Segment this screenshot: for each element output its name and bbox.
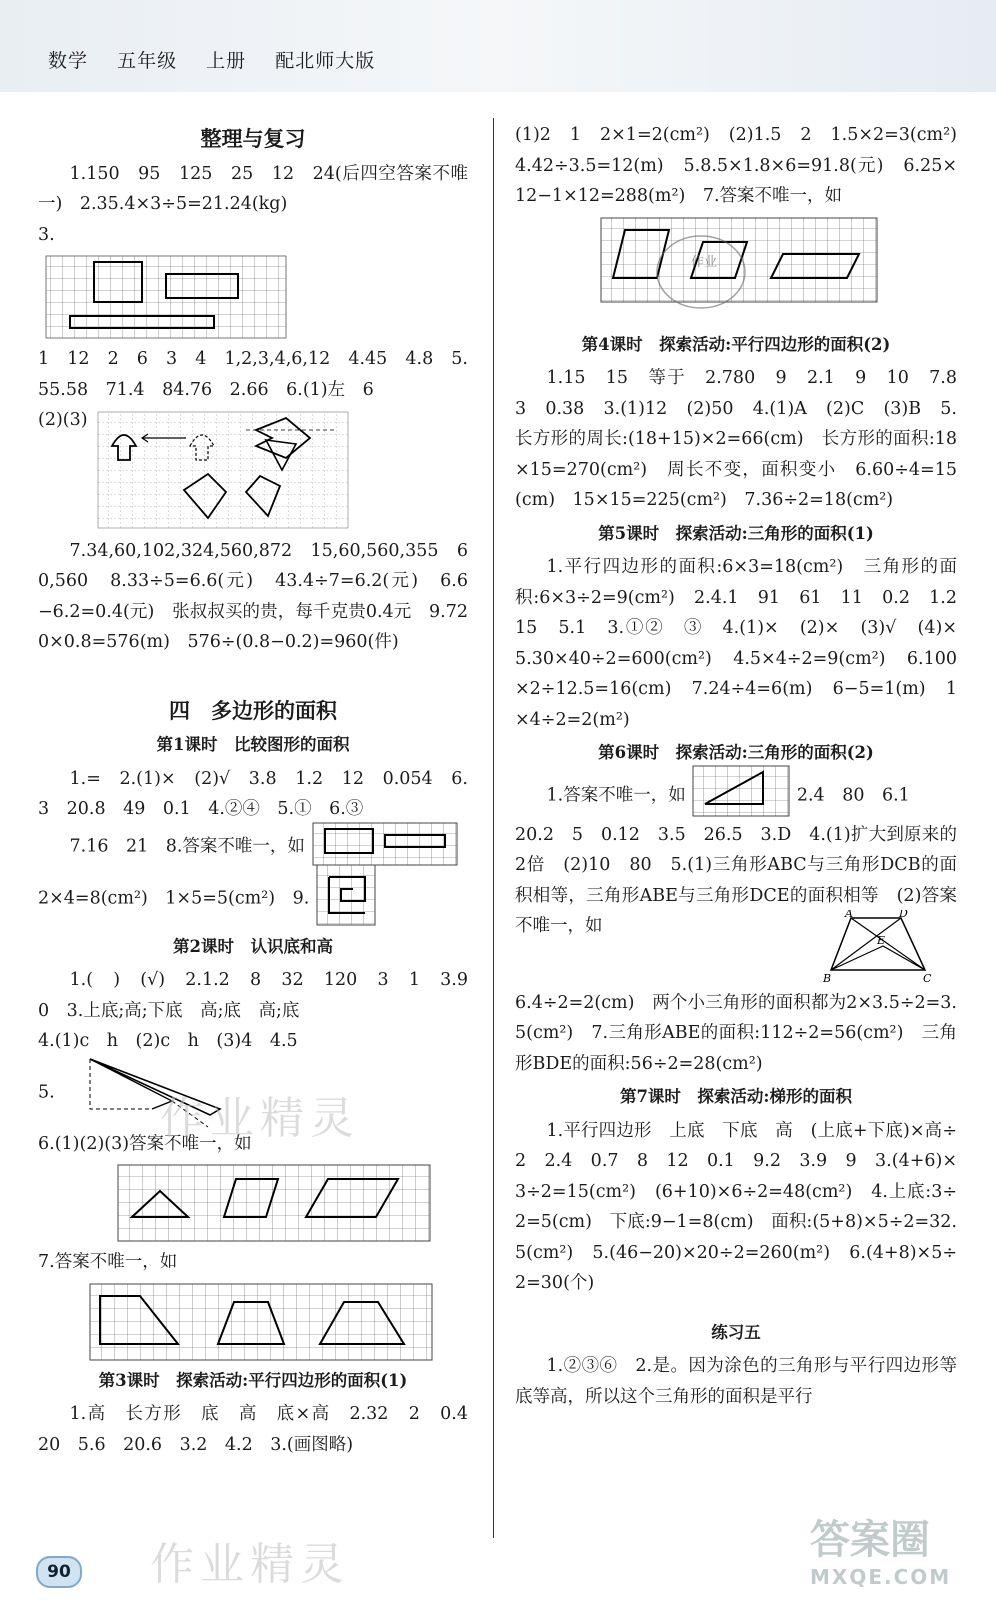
logo-top: 答案圈 [810,1517,930,1563]
q6-label: (2)(3) [38,410,88,430]
label-a: A [845,909,853,920]
site-logo [810,1508,980,1588]
watermark-bottom: 作业精灵 [150,1539,350,1590]
lesson-1-answers-2 [38,825,468,869]
review-answers-2: 1 12 2 6 3 4 1,2,3,4,6,12 4.45 4.8 5.55.58 71.4 84.76 2.66 6.(1)左 6 [38,349,468,400]
watermark-top: 作业精灵 [160,1093,360,1144]
lesson-3-title: 第3课时 探索活动:平行四边形的面积(1) [98,1370,408,1390]
review-q6 [38,405,468,532]
rectangles-grid-figure [38,254,288,340]
label-e: E [877,933,886,947]
subject: 数学 [48,50,89,72]
exercise-5-title: 练习五 [711,1322,761,1342]
parallelogram-grid-figure [599,216,879,326]
lesson-1-q7: 7.16 21 8.答案不唯一，如 [69,836,305,856]
lesson-5-title: 第5课时 探索活动:三角形的面积(1) [598,523,874,543]
left-column [38,120,486,1460]
triangle-grid-figure [691,764,791,820]
review-answers-3: 7.34,60,102,324,560,872 15,60,560,355 60,560 8.33÷5=6.6(元) 43.4÷7=6.2(元) 6.6−6.2=0.4(元) 张叔叔买的贵，每千克贵0.4元 9.720×0.8=576(m) 576÷(0.8−0.2)=960(件) [38,540,468,652]
review-answers-1: 1.150 95 125 25 12 24(后四空答案不唯一) 2.35.4×3÷5=21.24(kg) [38,163,468,214]
l1-q9-figure [315,863,377,929]
lesson-4-answers: 1.15 15 等于 2.780 9 2.1 9 10 7.8 3 0.38 3.(1)12 (2)50 4.(1)A (2)C (3)B 5.长方形的周长:(18+15)×2=66(cm) 长方形的面积:18×15=270(cm²) 周长不变，面积变小 6.60÷4=15(cm) 15×15=225(cm²) 7.36÷2=18(cm²) [515,368,975,510]
column-divider [493,118,494,1538]
lesson-6-q1-text: 1.答案不唯一，如 [546,785,686,805]
transform-grid-figure [96,410,366,532]
lesson-3-answers-cont: (1)2 1 2×1=2(cm²) (2)1.5 2 1.5×2=3(cm²) 4.42÷3.5=12(m) 5.8.5×1.8×6=91.8(元) 6.25×12−1×12=288(m²) 7.答案不唯一，如 [515,125,975,206]
lesson-1-answers: 1.= 2.(1)× (2)√ 3.8 1.2 12 0.054 6.3 20.8 49 0.1 4.②④ 5.① 6.③ [38,768,468,819]
edition: 配北师大版 [275,50,376,72]
lesson-6-answers: 20.2 5 0.12 3.5 26.5 3.D 4.(1)扩大到原来的2倍 (2)10 80 5.(1)三角形ABC与三角形DCB的面积相等，三角形ABE与三角形DCE的面积相等 (2)答案不唯一，如 [515,824,957,936]
review-q3 [38,220,468,341]
base-height-grid-1 [116,1163,436,1243]
lesson-4-title: 第4课时 探索活动:平行四边形的面积(2) [581,334,891,354]
lesson-6-q2-text: 2.4 80 6.1 [796,785,910,805]
lesson-2-answers-2: 4.(1)c h (2)c h (3)4 4.5 [38,1031,298,1051]
book-title [48,46,397,73]
lesson-6-title: 第6课时 探索活动:三角形的面积(2) [598,743,874,762]
trapezoid-abcd-figure [823,910,933,984]
base-height-grid-2 [88,1282,438,1362]
label-b: B [823,971,832,984]
label-d: D [899,909,908,920]
q3-label: 3. [38,224,55,245]
stamp-text: 作业 [691,254,718,270]
grade: 五年级 [117,50,178,72]
section-title-review: 整理与复习 [200,126,306,151]
lesson-7-answers: 1.平行四边形 上底 下底 高 (上底+下底)×高÷2 2.4 0.7 8 12 0.1 9.2 3.9 9 3.(4+6)×3÷2=15(cm²) (6+10)×6÷2=48(cm²) 4.上底:3÷2=5(cm) 下底:9−1=8(cm) 面积:(5+8)×5÷2=32.5(cm²) 5.(46−20)×20÷2=260(m²) 6.(4+8)×5÷2=30(个) [515,1120,957,1293]
lesson-2-q7: 7.答案不唯一，如 [38,1252,178,1272]
page-header [0,0,996,92]
label-c: C [923,971,932,984]
q5-label: 5. [38,1082,55,1102]
lesson-6-q1 [515,772,957,820]
lesson-6-answers-2: 6.4÷2=2(cm) 两个小三角形的面积都为2×3.5÷2=3.5(cm²) 7.三角形ABE的面积:112÷2=56(cm²) 三角形BDE的面积:56÷2=28(cm²) [515,992,957,1074]
lesson-2-answers: 1.( ) (√) 2.1.2 8 32 120 3 1 3.9 0 3.上底;高;下底 高;底 高;底 [38,970,486,1021]
volume: 上册 [206,50,247,72]
page-number: 90 [36,1556,82,1588]
lesson-2-q6: 6.(1)(2)(3)答案不唯一，如 [38,1133,252,1154]
l1-grid-figure [311,821,461,869]
lesson-1-title: 第1课时 比较图形的面积 [156,735,350,754]
lesson-1-q8-result: 2×4=8(cm²) 1×5=5(cm²) 9. [38,888,310,908]
exercise-5-answers: 1.②③⑥ 2.是。因为涂色的三角形与平行四边形等底等高，所以这个三角形的面积是平行 [515,1356,957,1407]
lesson-1-answers-3 [38,869,468,929]
lesson-7-title: 第7课时 探索活动:梯形的面积 [619,1087,853,1106]
lesson-5-answers: 1.平行四边形的面积:6×3=18(cm²) 三角形的面积:6×3÷2=9(cm²) 2.4.1 91 61 11 0.2 1.2 15 5.1 3.①② ③ 4.(1)× (2)× (3)√ (4)× 5.30×40÷2=600(cm²) 4.5×4÷2=9(cm²) 6.100×2÷12.5=16(cm) 7.24÷4=6(m) 6−5=1(m) 1×4÷2=2(m²) [515,557,975,730]
right-column [515,120,975,1412]
lesson-2-title: 第2课时 认识底和高 [173,936,333,956]
unit-title: 四 多边形的面积 [169,697,337,723]
logo-bottom: MXQE.COM [810,1565,952,1589]
lesson-3-answers: 1.高 长方形 底 高 底×高 2.32 2 0.4 20 5.6 20.6 3.2 4.2 3.(画图略) [38,1404,486,1455]
